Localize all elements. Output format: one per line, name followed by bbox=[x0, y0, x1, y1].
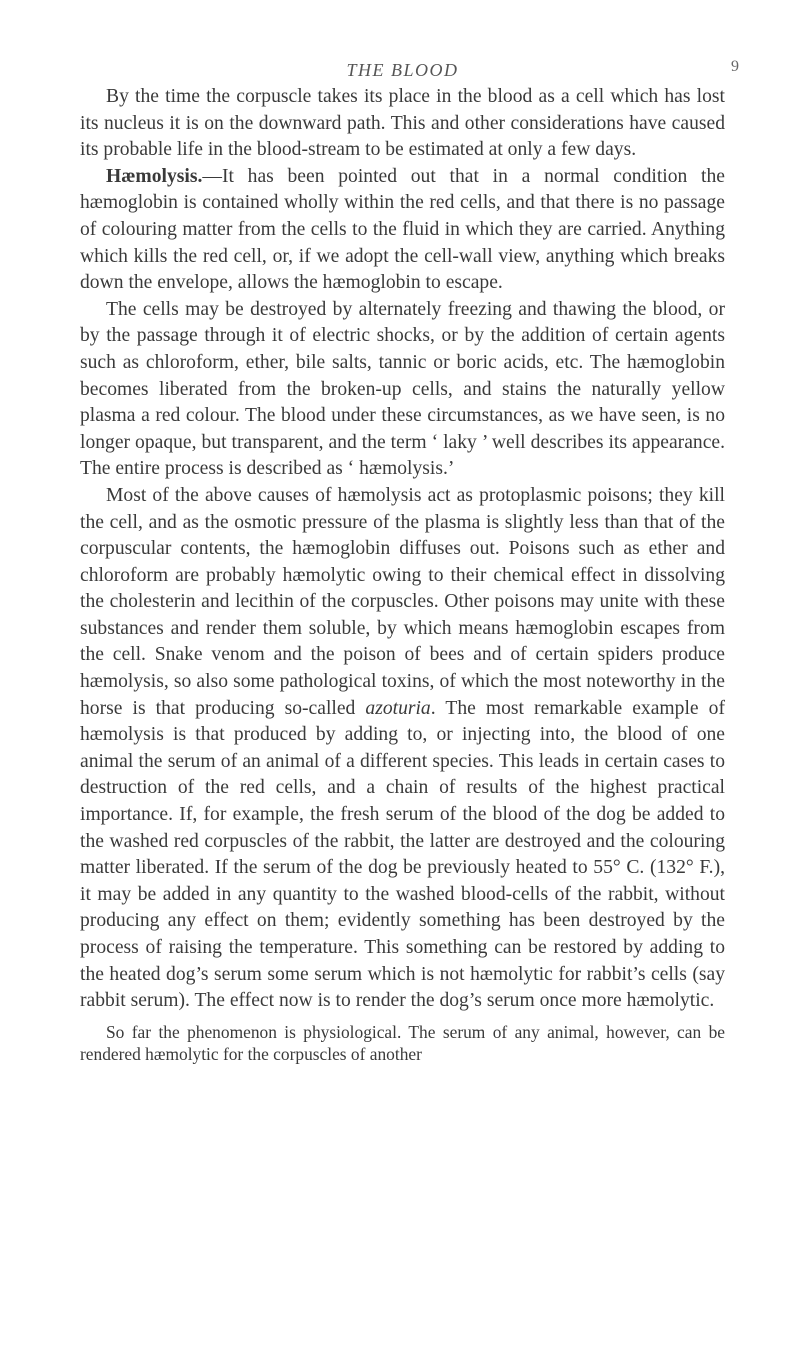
paragraph-text: Most of the above causes of hæmolysis act as protoplasmic poisons; they kill the cell, and as the osmotic pressure of the plasma is slightly less than that of the corpuscular contents, the hæmoglobin diffuses out. Poisons such as ether and chloroform are probably hæmolytic owing to their chemical effect in dissolving the cholesterin and lecithin of the corpuscles. Other poisons may unite with these substances and render them soluble, by which means hæmoglobin escapes from the cell. Snake venom and the poison of bees and of certain spiders produce hæmolysis, so also some pathological toxins, of which the most noteworthy in the horse is that producing so-called bbox=[80, 484, 725, 719]
paragraph-protoplasmic-poisons bbox=[80, 483, 725, 1015]
paragraph-corpuscle-life bbox=[80, 84, 725, 164]
paragraph-text: The cells may be destroyed by alternately freezing and thawing the blood, or by the passage through it of electric shocks, or by the addition of certain agents such as chloroform, ether, bile salts, tannic or boric acids, etc. The hæmoglobin becomes liberated from the broken-up cells, and stains the naturally yellow plasma a red colour. The blood under these circumstances, as we have seen, is no longer opaque, but transparent, and the term ‘ laky ’ well describes its appearance. The entire process is described as ‘ hæmolysis.’ bbox=[80, 298, 725, 480]
paragraph-text: So far the phenomenon is physiological. The serum of any animal, however, can be rendered hæmolytic for the corpuscles of another bbox=[80, 1021, 725, 1064]
running-title: THE BLOOD bbox=[346, 60, 459, 80]
body-text bbox=[80, 84, 725, 1065]
italic-term-azoturia: azoturia bbox=[365, 697, 431, 719]
page-number: 9 bbox=[731, 58, 739, 75]
paragraph-cell-destruction bbox=[80, 297, 725, 483]
book-page bbox=[80, 50, 739, 1065]
running-head bbox=[80, 50, 739, 84]
paragraph-text: By the time the corpuscle takes its place in the blood as a cell which has lost its nucleus it is on the downward path. This and other considerations have caused its probable life in the blood-stream to be estimated at only a few days. bbox=[80, 86, 725, 161]
paragraph-text: . The most remarkable example of hæmolysis is that produced by adding to, or injecting into, the blood of one animal the serum of an animal of a different species. This leads in certain cases to destruction of the red cells, and a chain of results of the highest practical importance. If, for example, the fresh serum of the blood of the dog be added to the washed red corpuscles of the rabbit, the latter are destroyed and the colouring matter liberated. If the serum of the dog be previously heated to 55° C. (132° F.), it may be added in any quantity to the washed blood-cells of the rabbit, without producing any effect on them; evidently something has been destroyed by the process of raising the temperature. This something can be restored by adding to the heated dog’s serum some serum which is not hæmolytic for rabbit’s cells (say rabbit serum). The effect now is to render the dog’s serum once more hæmolytic. bbox=[80, 697, 725, 1012]
paragraph-text: —It has been pointed out that in a normal condition the hæmoglobin is contained wholly within the red cells, and that there is no passage of colouring matter from the cells to the fluid in which they are carried. Anything which kills the red cell, or, if we adopt the cell-wall view, anything which breaks down the envelope, allows the hæmoglobin to escape. bbox=[80, 165, 725, 294]
section-heading-haemolysis: Hæmolysis. bbox=[106, 165, 203, 187]
paragraph-physiological bbox=[80, 1021, 725, 1065]
paragraph-haemolysis-intro bbox=[80, 164, 725, 297]
